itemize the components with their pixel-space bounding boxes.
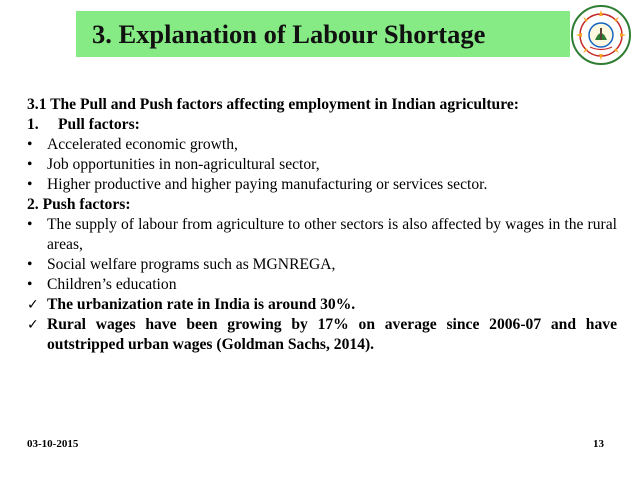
bullet-icon: • [27,216,33,233]
bullet-icon: • [27,136,33,153]
list-item [27,255,617,275]
checkmark-icon: ✓ [27,317,39,333]
list-item [27,175,617,195]
list-item [27,215,617,255]
check-item [27,315,617,355]
pull-factor-text: Higher productive and higher paying manufacturing or services sector. [47,176,488,193]
slide-content [27,95,617,355]
check-text: The urbanization rate in India is around 30%. [47,296,356,313]
check-text: Rural wages have been growing by 17% on average since 2006-07 and have outstripped urban wages (Goldman Sachs, 2014). [47,316,617,353]
page-number: 13 [593,438,604,450]
title-banner [76,11,570,57]
push-factor-text: Social welfare programs such as MGNREGA, [47,256,336,273]
checkmark-icon: ✓ [27,297,39,313]
push-factor-text: The supply of labour from agriculture to other sectors is also affected by wages in the rural areas, [47,216,617,253]
check-item [27,295,617,315]
bullet-icon: • [27,176,33,193]
list-item [27,275,617,295]
bullet-icon: • [27,156,33,173]
list-item [27,155,617,175]
bullet-icon: • [27,256,33,273]
section-heading: 3.1 The Pull and Push factors affecting employment in Indian agriculture: [27,96,519,113]
pull-factor-text: Job opportunities in non-agricultural sector, [47,156,320,173]
list-item [27,135,617,155]
university-seal-logo [570,4,632,66]
pull-factors-heading [27,115,617,135]
pull-factors-number: 1. [27,116,39,133]
push-factors-heading: 2. Push factors: [27,196,131,213]
push-factor-text: Children’s education [47,276,177,293]
pull-factors-label: Pull factors: [58,116,140,133]
bullet-icon: • [27,276,33,293]
footer-date: 03-10-2015 [27,438,79,450]
slide-title: 3. Explanation of Labour Shortage [92,18,486,49]
pull-factor-text: Accelerated economic growth, [47,136,238,153]
